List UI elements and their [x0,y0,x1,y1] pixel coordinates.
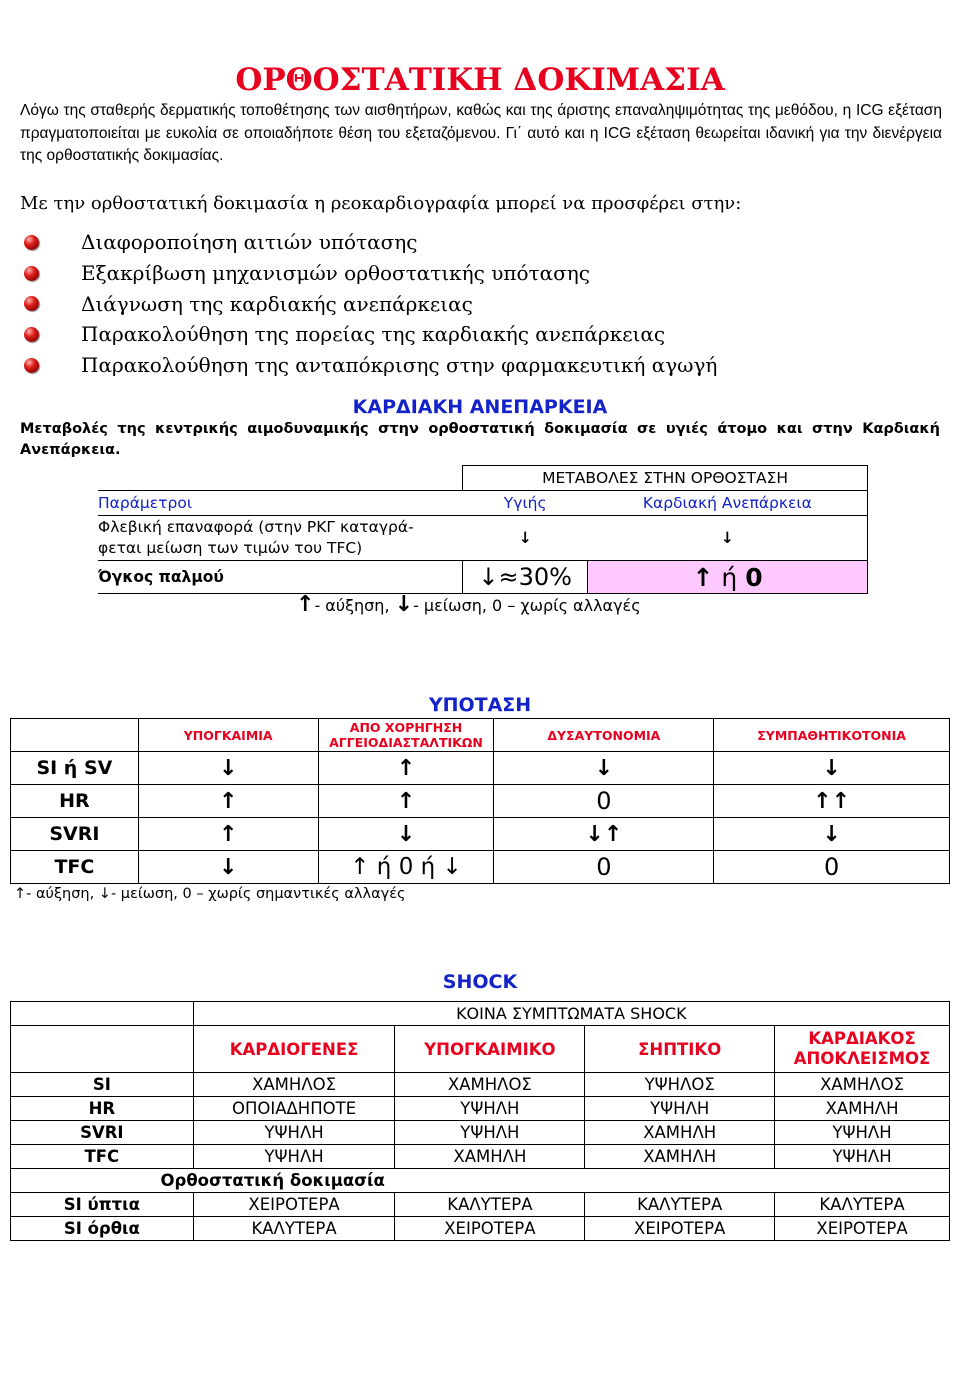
table-cell: ↓ [494,752,714,785]
heart-failure-legend: ↑- αύξηση, ↓- μείωση, 0 – χωρίς αλλαγές [296,592,641,617]
list-item: Εξακρίβωση μηχανισμών ορθοστατικής υπότασης [24,258,717,289]
table-cell: ΥΨΗΛΟΣ [585,1073,775,1097]
red-bullet-icon [24,358,39,373]
shock-table [10,1001,950,1241]
hypotension-heading: ΥΠΟΤΑΣΗ [428,694,532,716]
table-cell: ΥΨΗΛΗ [775,1145,950,1169]
col-heart-failure: Καρδιακή Ανεπάρκεια [588,491,868,516]
col-cardiogenic: ΚΑΡΔΙΟΓΕΝΕΣ [193,1026,395,1073]
benefits-list [24,227,717,380]
table-cell: ΧΑΜΗΛΟΣ [775,1073,950,1097]
table-cell: ↑ [318,785,494,818]
col-hypovolemic: ΥΠΟΓΚΑΙΜΙΚΟ [395,1026,585,1073]
table-row [98,466,868,491]
table-cell: ΥΨΗΛΗ [193,1121,395,1145]
table-row [11,1193,950,1217]
col-param: Παράμετροι [98,491,463,516]
table-row [11,818,950,851]
stroke-volume-hf: ↑ ή 0 [588,561,868,594]
table-cell: ↓ [714,752,950,785]
row-label: TFC [11,851,139,884]
intro-paragraph: Λόγω της σταθερής δερματικής τοποθέτησης των αισθητήρων, καθώς και της άριστης επαναληψιμότητας της μεθόδου, η ICG εξέταση πραγματοποιείται με ευκολία σε οποιαδήποτε θέση του εξεταζόμενου. Γι΄ αυτό και η ICG εξέταση θεωρείται ιδανική για την διενέργεια της ορθοστατικής δοκιμασίας. [20,102,942,164]
row-label: SVRI [11,818,139,851]
table-row [11,1217,950,1241]
table-cell: ↑ [318,752,494,785]
list-item: Διαφοροποίηση αιτιών υπότασης [24,227,717,258]
venous-return-label: Φλεβική επαναφορά (στην ΡΚΓ καταγρά- φεται μείωση των τιμών του TFC) [98,516,463,561]
table-cell: ↑ ή 0 ή ↓ [318,851,494,884]
table-cell: ΧΕΙΡΟΤΕΡΑ [585,1217,775,1241]
shock-subheading: ΚΟΙΝΑ ΣΥΜΠΤΩΜΑΤΑ SHOCK [193,1002,949,1026]
heart-failure-heading: ΚΑΡΔΙΑΚΗ ΑΝΕΠΑΡΚΕΙΑ [352,396,608,418]
table-cell: ΥΨΗΛΗ [395,1097,585,1121]
col-vasodilators: ΑΠΟ ΧΟΡΗΓΗΣΗ ΑΓΓΕΙΟΔΙΑΣΤΑΛΤΙΚΩΝ [318,719,494,752]
table-cell: ΧΕΙΡΟΤΕΡΑ [395,1217,585,1241]
table-row [98,561,868,594]
row-label: HR [11,1097,194,1121]
table-cell: ΥΨΗΛΗ [193,1145,395,1169]
hypotension-legend: ↑- αύξηση, ↓- μείωση, 0 – χωρίς σημαντικές αλλαγές [14,886,406,902]
col-sympathicotonia: ΣΥΜΠΑΘΗΤΙΚΟΤΟΝΙΑ [714,719,950,752]
col-cardiac-tamponade: ΚΑΡΔΙΑΚΟΣ ΑΠΟΚΛΕΙΣΜΟΣ [775,1026,950,1073]
table-cell: ΧΑΜΗΛΟΣ [193,1073,395,1097]
table-row [11,785,950,818]
row-label: SI ή SV [11,752,139,785]
table-cell: ΥΨΗΛΗ [585,1097,775,1121]
heart-failure-description: Μεταβολές της κεντρικής αιμοδυναμικής στην ορθοστατική δοκιμασία σε υγιές άτομο και στην Καρδιακή Ανεπάρκεια. [20,421,940,458]
table-cell: ↓ [318,818,494,851]
table-row [11,1145,950,1169]
table-cell: ΥΨΗΛΗ [775,1121,950,1145]
list-item: Παρακολούθηση της πορείας της καρδιακής ανεπάρκειας [24,319,717,350]
red-bullet-icon [24,327,39,342]
table-cell: ΧΕΙΡΟΤΕΡΑ [775,1217,950,1241]
table-cell: ΟΠΟΙΑΔΗΠΟΤΕ [193,1097,395,1121]
table-cell: ↓ [138,851,318,884]
list-item: Παρακολούθηση της ανταπόκρισης στην φαρμακευτική αγωγή [24,350,717,381]
venous-return-hf: ↓ [588,516,868,561]
table-row [11,719,950,752]
table-cell: ΧΕΙΡΟΤΕΡΑ [193,1193,395,1217]
table-cell: ΚΑΛΥΤΕΡΑ [193,1217,395,1241]
table-cell: ΚΑΛΥΤΕΡΑ [775,1193,950,1217]
table-cell: ↓ [138,752,318,785]
table-cell: ΧΑΜΗΛΗ [585,1121,775,1145]
table-header: ΜΕΤΑΒΟΛΕΣ ΣΤΗΝ ΟΡΘΟΣΤΑΣΗ [463,466,868,491]
table-cell: ↓ [714,818,950,851]
table-cell: ΚΑΛΥΤΕΡΑ [585,1193,775,1217]
row-label: SI [11,1073,194,1097]
table-cell: ↑ [138,785,318,818]
col-dysautonomia: ΔΥΣΑΥΤΟΝΟΜΙΑ [494,719,714,752]
table-row [98,491,868,516]
red-bullet-icon [24,266,39,281]
red-bullet-icon [24,296,39,311]
row-label: HR [11,785,139,818]
page-title: ΟΡΘΟΣΤΑΤΙΚΗ ΔΟΚΙΜΑΣΙΑ [235,62,725,98]
table-cell: 0 [494,785,714,818]
orthostasis-changes-table [98,465,868,594]
table-row [11,752,950,785]
row-label: SI ύπτια [11,1193,194,1217]
col-healthy: Υγιής [463,491,588,516]
orthostatic-test-label: Ορθοστατική δοκιμασία [160,1171,385,1190]
table-cell: ΚΑΛΥΤΕΡΑ [395,1193,585,1217]
row-label: SI όρθια [11,1217,194,1241]
red-bullet-icon [24,235,39,250]
stroke-volume-healthy: ↓≈30% [463,561,588,594]
row-label: SVRI [11,1121,194,1145]
table-cell: ↓↑ [494,818,714,851]
table-cell: ΧΑΜΗΛΗ [395,1145,585,1169]
lead-sentence: Με την ορθοστατική δοκιμασία η ρεοκαρδιογραφία μπορεί να προσφέρει στην: [20,193,742,214]
table-cell: ΧΑΜΗΛΗ [775,1097,950,1121]
shock-heading: SHOCK [442,971,518,993]
table-cell: 0 [714,851,950,884]
table-cell: ΧΑΜΗΛΟΣ [395,1073,585,1097]
table-row [11,1097,950,1121]
list-item: Διάγνωση της καρδιακής ανεπάρκειας [24,288,717,319]
venous-return-healthy: ↓ [463,516,588,561]
table-row [11,1169,950,1193]
table-cell: ΧΑΜΗΛΗ [585,1145,775,1169]
col-septic: ΣΗΠΤΙΚΟ [585,1026,775,1073]
stroke-volume-label: Όγκος παλμού [98,561,463,594]
table-cell: 0 [494,851,714,884]
table-row [11,1002,950,1026]
table-row [11,1026,950,1073]
table-row [11,1073,950,1097]
row-label: TFC [11,1145,194,1169]
hypotension-table [10,718,950,884]
table-row [98,516,868,561]
table-row [11,851,950,884]
table-cell: ↑↑ [714,785,950,818]
table-cell: ↑ [138,818,318,851]
table-row [11,1121,950,1145]
table-cell: ΥΨΗΛΗ [395,1121,585,1145]
col-hypovolemia: ΥΠΟΓΚΑΙΜΙΑ [138,719,318,752]
